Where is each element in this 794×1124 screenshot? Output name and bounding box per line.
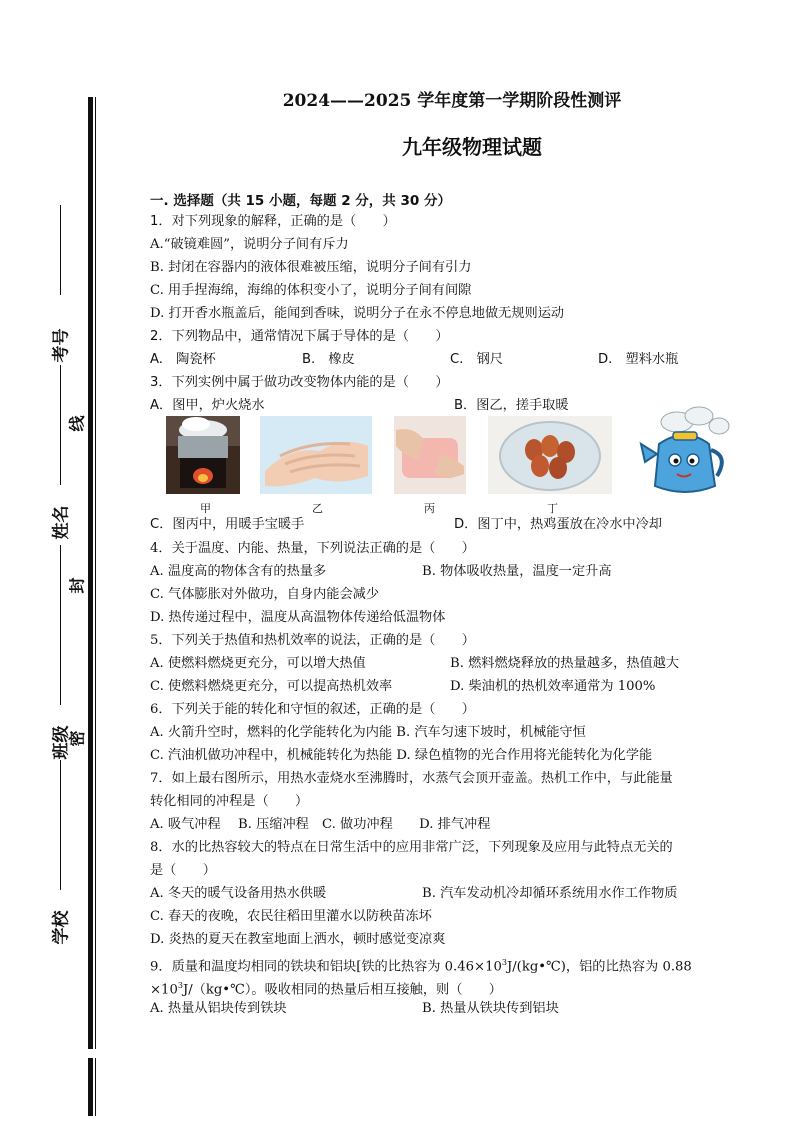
exam-title: 2024——2025 学年度第一学期阶段性测评 xyxy=(282,91,622,111)
q9-stem-line1: 9．质量和温度均相同的铁块和铝块[铁的比热容为 $0.46\times 10^3J/(kg•℃)$，铝的比热容为 0.88 xyxy=(150,958,692,975)
q5-stem: 5．下列关于热值和热机效率的说法，正确的是（ ） xyxy=(150,633,475,648)
q2-option-c: C. 钢尺 xyxy=(450,352,503,367)
name-line xyxy=(60,365,61,485)
binding-rule-thin xyxy=(95,97,96,1049)
exam-number-label: 考号 xyxy=(51,328,72,363)
q1-stem: 1．对下列现象的解释，正确的是（ ） xyxy=(150,214,396,229)
school-label: 学校 xyxy=(51,910,72,945)
q3-option-d: D．图丁中，热鸡蛋放在冷水中冷却 xyxy=(454,517,662,532)
q5-option-c: C. 使燃料燃烧更充分，可以提高热机效率 xyxy=(150,679,393,694)
q8-option-c: C. 春天的夜晚，农民往稻田里灌水以防秧苗冻坏 xyxy=(150,909,432,924)
class-label: 班级 xyxy=(51,725,72,760)
q5-option-a: A. 使燃料燃烧更充分，可以增大热值 xyxy=(150,656,366,671)
binding-rule-bottom-thin xyxy=(95,1058,96,1116)
section-heading: 一. 选择题（共 15 小题，每题 2 分，共 30 分） xyxy=(150,193,451,209)
hand-warmer-image xyxy=(394,416,466,494)
q4-stem: 4．关于温度、内能、热量，下列说法正确的是（ ） xyxy=(150,541,475,556)
binding-rule-bottom-thick xyxy=(88,1058,93,1116)
q8-stem-line1: 8．水的比热容较大的特点在日常生活中的应用非常广泛，下列现象及应用与此特点无关的 xyxy=(150,840,673,855)
q3-option-c: C．图丙中，用暖手宝暖手 xyxy=(150,517,305,532)
q1-option-d: D. 打开香水瓶盖后，能闻到香味，说明分子在永不停息地做无规则运动 xyxy=(150,306,565,321)
q2-stem: 2．下列物品中，通常情况下属于导体的是（ ） xyxy=(150,329,449,344)
q8-option-d: D. 炎热的夏天在教室地面上洒水，顿时感觉变凉爽 xyxy=(150,932,446,947)
q4-option-b: B. 物体吸收热量，温度一定升高 xyxy=(422,564,612,579)
q3-stem: 3．下列实例中属于做功改变物体内能的是（ ） xyxy=(150,375,449,390)
caption-ding: 丁 xyxy=(547,502,558,515)
caption-yi: 乙 xyxy=(312,502,323,515)
q7-stem-line1: 7．如上最右图所示，用热水壶烧水至沸腾时，水蒸气会顶开壶盖。热机工作中，与此能量 xyxy=(150,771,673,786)
caption-jia: 甲 xyxy=(200,502,211,515)
q2-option-d: D. 塑料水瓶 xyxy=(598,352,679,367)
q5-option-d: D. 柴油机的热机效率通常为 100% xyxy=(450,679,656,694)
exam-subtitle: 九年级物理试题 xyxy=(402,135,542,159)
q8-option-a: A. 冬天的暖气设备用热水供暖 xyxy=(150,886,327,901)
stove-boiling-water-image xyxy=(166,416,240,494)
q6-options-ab: A. 火箭升空时，燃料的化学能转化为内能 B. 汽车匀速下坡时，机械能守恒 xyxy=(150,725,586,740)
q9-stem-line2: $\times 10^3J/(kg•℃)$。吸收相同的热量后相互接触，则（ ） xyxy=(150,981,502,998)
class-line xyxy=(60,545,61,705)
q4-option-d: D. 热传递过程中，温度从高温物体传递给低温物体 xyxy=(150,610,446,625)
seal-char-secret: 密 xyxy=(67,730,87,747)
q2-option-b: B. 橡皮 xyxy=(302,352,355,367)
q8-option-b: B. 汽车发动机冷却循环系统用水作工作物质 xyxy=(422,886,678,901)
caption-bing: 丙 xyxy=(424,502,435,515)
q7-options: A. 吸气冲程 B. 压缩冲程 C. 做功冲程 D. 排气冲程 xyxy=(150,817,491,832)
kettle-cartoon-image xyxy=(637,404,733,500)
q8-stem-line2: 是（ ） xyxy=(150,863,216,878)
seal-char-seal: 封 xyxy=(67,577,87,594)
q1-option-c: C. 用手捏海绵，海绵的体积变小了，说明分子间有间隙 xyxy=(150,283,472,298)
q7-stem-line2: 转化相同的冲程是（ ） xyxy=(150,794,309,809)
q5-option-b: B. 燃料燃烧释放的热量越多，热值越大 xyxy=(450,656,680,671)
name-label: 姓名 xyxy=(51,505,72,540)
school-line xyxy=(60,760,61,890)
q9-option-b: B. 热量从铁块传到铝块 xyxy=(422,1001,559,1016)
eggs-in-cold-water-image xyxy=(488,416,612,494)
binding-rule-thick xyxy=(88,97,93,1049)
exam-number-line xyxy=(60,205,61,295)
rubbing-hands-image xyxy=(260,416,372,494)
q6-options-cd: C. 汽油机做功冲程中，机械能转化为热能 D. 绿色植物的光合作用将光能转化为化学能 xyxy=(150,748,653,763)
q9-option-a: A. 热量从铝块传到铁块 xyxy=(150,1001,287,1016)
q1-option-b: B. 封闭在容器内的液体很难被压缩，说明分子间有引力 xyxy=(150,260,472,275)
seal-char-line: 线 xyxy=(67,415,87,432)
q3-option-a: A．图甲，炉火烧水 xyxy=(150,398,265,413)
q3-option-b: B．图乙，搓手取暖 xyxy=(454,398,569,413)
q2-option-a: A. 陶瓷杯 xyxy=(150,352,216,367)
q4-option-c: C. 气体膨胀对外做功，自身内能会减少 xyxy=(150,587,380,602)
q1-option-a: A.“破镜难圆”，说明分子间有斥力 xyxy=(150,237,349,252)
q6-stem: 6．下列关于能的转化和守恒的叙述，正确的是（ ） xyxy=(150,702,475,717)
q4-option-a: A. 温度高的物体含有的热量多 xyxy=(150,564,327,579)
